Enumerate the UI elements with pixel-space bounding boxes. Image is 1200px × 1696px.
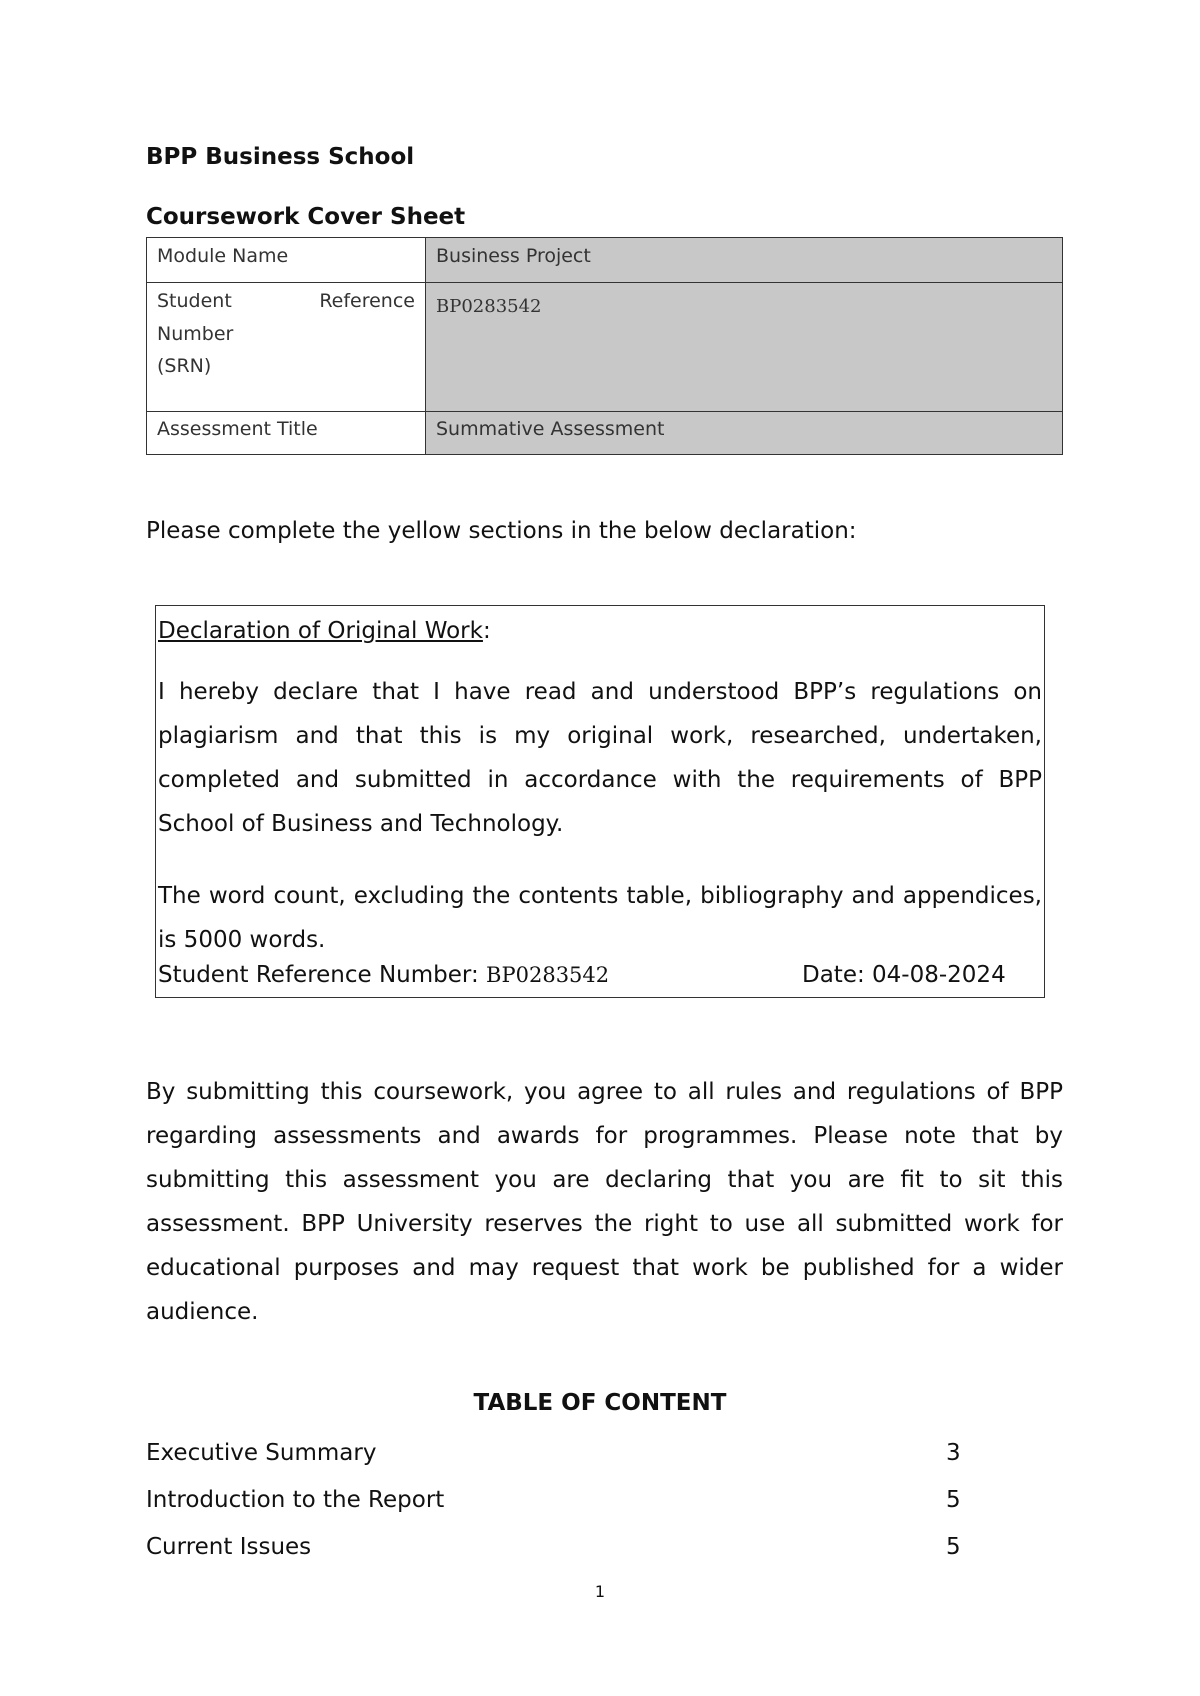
declaration-heading-text: Declaration of Original Work (158, 618, 483, 644)
declaration-date: Date: 04-08-2024 (802, 962, 1006, 988)
declaration-footer (158, 962, 1042, 988)
declaration-srn-value: BP0283542 (486, 963, 610, 987)
declaration-paragraph: I hereby declare that I have read and understood BPP’s regulations on plagiarism and that this is my original work, researched, undertaken, completed and submitted in accordance with the requirements of BPP School of Business and Technology. (158, 679, 1042, 837)
toc-entry-page: 3 (946, 1440, 961, 1466)
table-row (147, 283, 1063, 412)
toc-entry (146, 1440, 966, 1466)
table-row (147, 412, 1063, 455)
srn-label-word: (SRN) (157, 355, 212, 377)
toc-title: TABLE OF CONTENT (473, 1390, 727, 1416)
module-name-label: Module Name (147, 238, 426, 283)
declaration-box (155, 605, 1045, 998)
srn-label-word: Student (157, 290, 232, 312)
toc-entry-title: Executive Summary (146, 1440, 377, 1466)
instruction-text: Please complete the yellow sections in the below declaration: (146, 518, 857, 544)
declaration-heading (158, 618, 491, 644)
page-number: 1 (594, 1582, 606, 1601)
word-count-paragraph: The word count, excluding the contents table, bibliography and appendices, is 5000 words. (158, 883, 1042, 953)
srn-label-line (157, 287, 415, 315)
table-row (147, 238, 1063, 283)
assessment-title-value: Summative Assessment (426, 412, 1063, 455)
toc-entry-page: 5 (946, 1487, 961, 1513)
module-name-value: Business Project (426, 238, 1063, 283)
srn-label-word: Reference (319, 290, 415, 312)
srn-value-cell (426, 283, 1063, 412)
declaration-srn-label: Student Reference Number: (158, 962, 479, 988)
toc-entry (146, 1487, 966, 1513)
agreement-paragraph: By submitting this coursework, you agree to all rules and regulations of BPP regarding assessments and awards for programmes. Please note that by submitting this assessment you are declaring that you are fit to sit this assessment. BPP University reserves the right to use all submitted work for educational purposes and may request that work be published for a wider audience. (146, 1079, 1063, 1325)
srn-label-word: Number (157, 323, 234, 345)
declaration-heading-colon: : (482, 618, 491, 644)
school-title: BPP Business School (146, 144, 415, 170)
srn-value: BP0283542 (436, 296, 542, 317)
assessment-title-label: Assessment Title (147, 412, 426, 455)
cover-sheet-title: Coursework Cover Sheet (146, 204, 466, 230)
srn-label-cell (147, 283, 426, 412)
toc-entry (146, 1534, 966, 1560)
toc-entry-title: Current Issues (146, 1534, 312, 1560)
toc-entry-page: 5 (946, 1534, 961, 1560)
cover-sheet-table (146, 237, 1063, 455)
toc-entry-title: Introduction to the Report (146, 1487, 445, 1513)
